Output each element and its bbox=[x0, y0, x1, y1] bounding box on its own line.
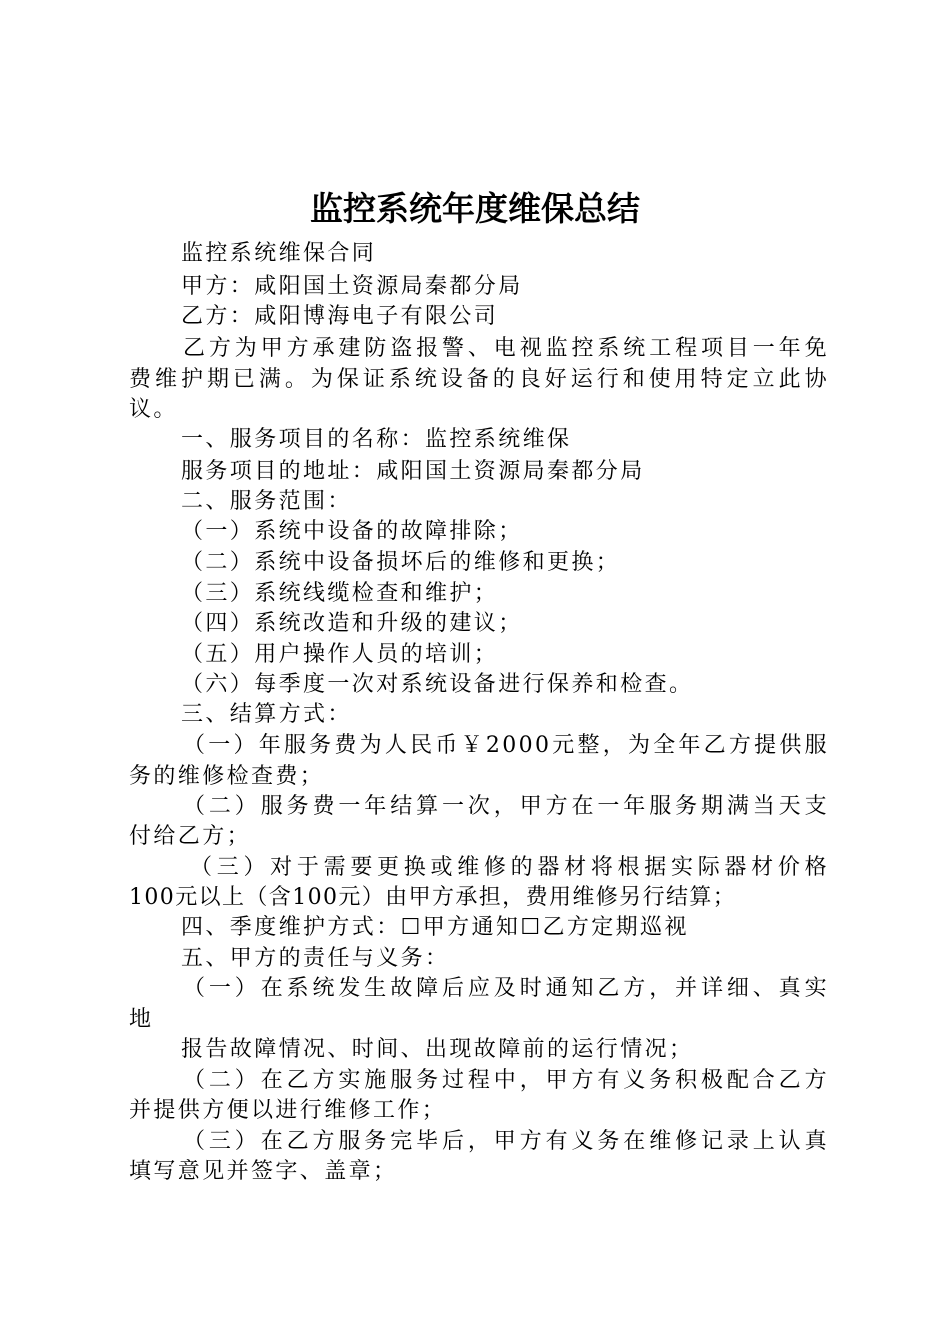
paragraph-line: 甲方：咸阳国土资源局秦都分局 bbox=[181, 274, 523, 299]
paragraph-line: 务的维修检查费； bbox=[129, 764, 325, 789]
document-title: 监控系统年度维保总结 bbox=[310, 189, 640, 228]
paragraph-line: （三）对于需要更换或维修的器材将根据实际器材价格 bbox=[190, 855, 829, 880]
paragraph-line: （二）系统中设备损坏后的维修和更换； bbox=[181, 550, 621, 575]
paragraph-line: 100元以上（含100元）由甲方承担，费用维修另行结算； bbox=[129, 885, 737, 910]
paragraph-line: 乙方：咸阳博海电子有限公司 bbox=[181, 304, 499, 329]
paragraph-line: （三）在乙方服务完毕后，甲方有义务在维修记录上认真 bbox=[183, 1129, 829, 1154]
paragraph-line: 三、结算方式： bbox=[181, 702, 352, 727]
paragraph-line: （六）每季度一次对系统设备进行保养和检查。 bbox=[181, 672, 694, 697]
paragraph-line: 议。 bbox=[129, 397, 178, 422]
paragraph-line: 一、服务项目的名称：监控系统维保 bbox=[181, 427, 572, 452]
paragraph-line: 乙方为甲方承建防盗报警、电视监控系统工程项目一年免 bbox=[183, 336, 829, 361]
paragraph-line: 地 bbox=[129, 1007, 154, 1032]
paragraph-line: （一）系统中设备的故障排除； bbox=[181, 519, 523, 544]
paragraph-line: 付给乙方； bbox=[129, 824, 252, 849]
paragraph-line: 四、季度维护方式：☐甲方通知☐乙方定期巡视 bbox=[181, 915, 689, 940]
paragraph-line: 二、服务范围： bbox=[181, 489, 352, 514]
paragraph-line: 服务项目的地址：咸阳国土资源局秦都分局 bbox=[181, 459, 645, 484]
paragraph-line: （二）服务费一年结算一次，甲方在一年服务期满当天支 bbox=[183, 794, 829, 819]
paragraph-line: （三）系统线缆检查和维护； bbox=[181, 581, 499, 606]
paragraph-line: 费维护期已满。为保证系统设备的良好运行和使用特定立此协 bbox=[129, 367, 829, 392]
paragraph-line: （一）在系统发生故障后应及时通知乙方，并详细、真实 bbox=[183, 976, 829, 1001]
paragraph-line: 监控系统维保合同 bbox=[181, 241, 377, 266]
paragraph-line: 报告故障情况、时间、出现故障前的运行情况； bbox=[181, 1037, 694, 1062]
paragraph-line: 并提供方便以进行维修工作； bbox=[129, 1098, 447, 1123]
paragraph-line: （四）系统改造和升级的建议； bbox=[181, 611, 523, 636]
paragraph-line: （一）年服务费为人民币￥2000元整，为全年乙方提供服 bbox=[183, 733, 829, 758]
paragraph-line: 填写意见并签字、盖章； bbox=[129, 1159, 398, 1184]
paragraph-line: 五、甲方的责任与义务： bbox=[181, 946, 450, 971]
paragraph-line: （五）用户操作人员的培训； bbox=[181, 642, 499, 667]
paragraph-line: （二）在乙方实施服务过程中，甲方有义务积极配合乙方 bbox=[183, 1068, 829, 1093]
